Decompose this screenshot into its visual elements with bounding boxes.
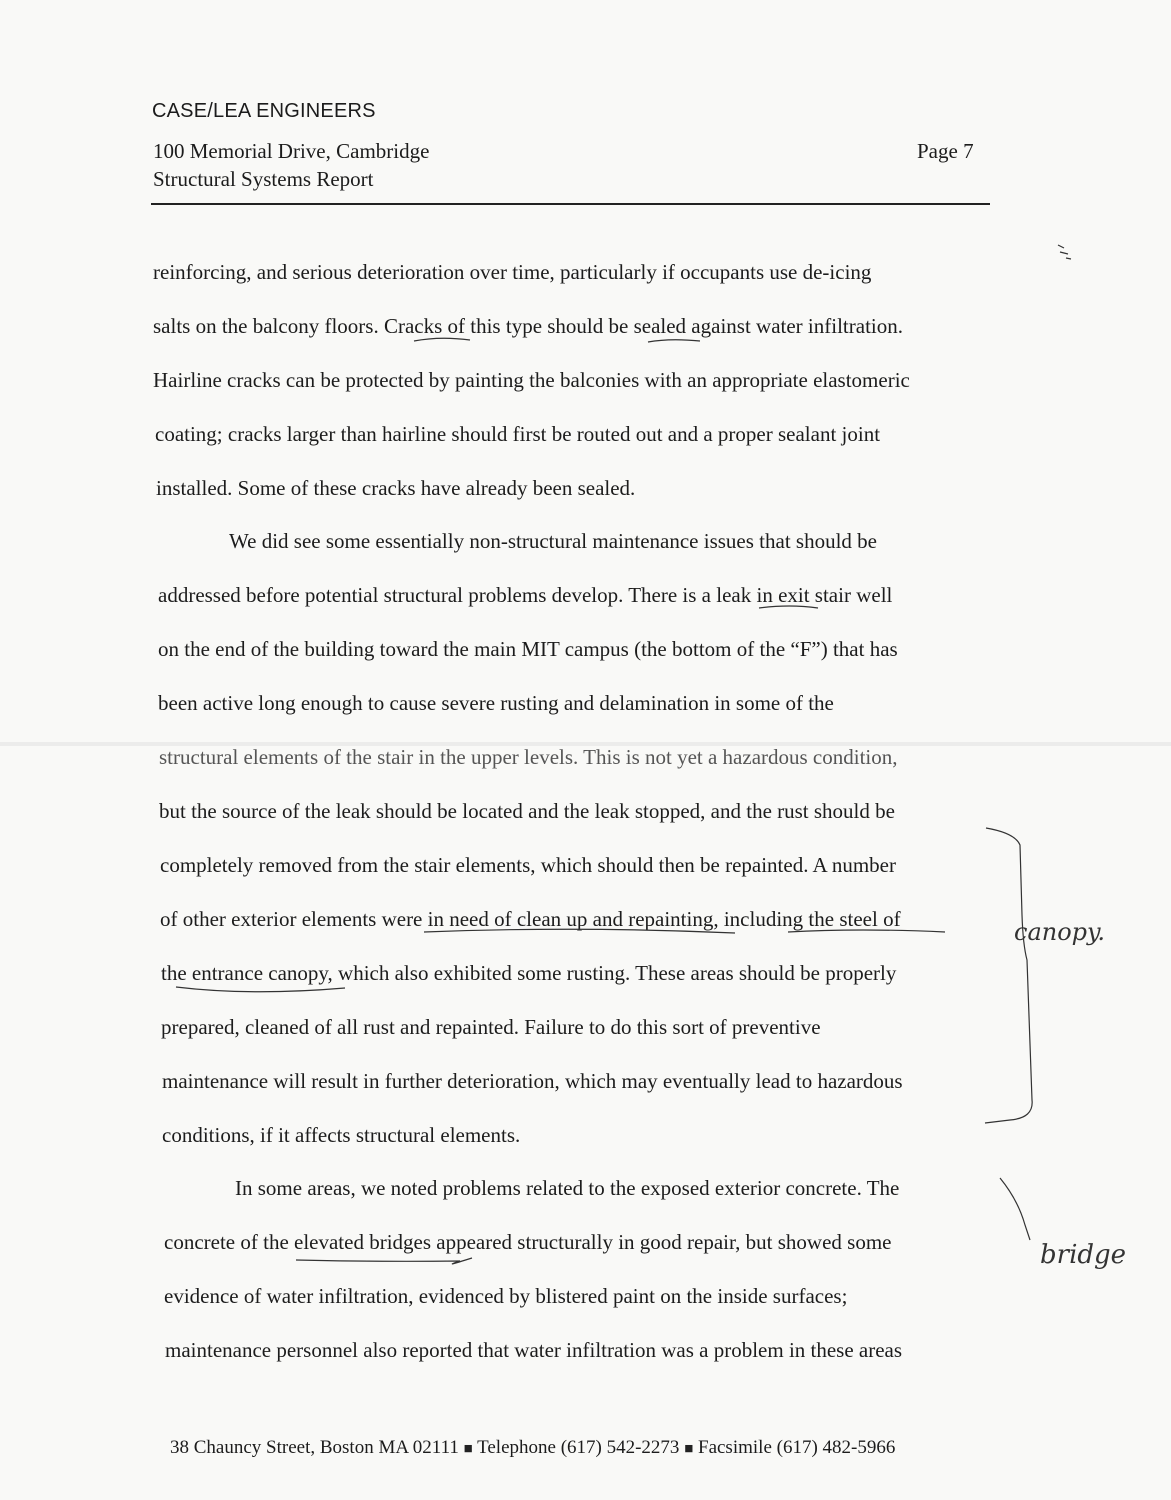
body-line: maintenance personnel also reported that water infiltration was a problem in these areas	[165, 1338, 903, 1362]
body-line: coating; cracks larger than hairline should first be routed out and a proper sealant joint	[155, 422, 881, 446]
footer	[170, 1437, 895, 1459]
body-line: evidence of water infiltration, evidenced by blistered paint on the inside surfaces;	[164, 1284, 848, 1308]
underline-including-steel	[788, 930, 945, 932]
underline-sealed	[648, 340, 700, 342]
bracket-canopy	[985, 828, 1032, 1123]
body-line: on the end of the building toward the main MIT campus (the bottom of the “F”) that has	[158, 637, 898, 661]
margin-note-canopy: canopy.	[1014, 918, 1106, 946]
margin-note-bridge: bridge	[1040, 1240, 1127, 1270]
body-line: been active long enough to cause severe rusting and delamination in some of the	[158, 691, 834, 715]
footer-separator: ■	[463, 1441, 473, 1457]
margin-marks	[1058, 245, 1071, 259]
footer-telephone: Telephone (617) 542-2273	[477, 1437, 680, 1458]
body-line: Hairline cracks can be protected by painting the balconies with an appropriate elastomeric	[153, 368, 910, 392]
body-line: maintenance will result in further deterioration, which may eventually lead to hazardous	[162, 1069, 903, 1093]
body-line: concrete of the elevated bridges appeared structurally in good repair, but showed some	[164, 1230, 892, 1254]
underline-cracks	[414, 338, 470, 341]
body-line: We did see some essentially non-structural maintenance issues that should be	[229, 529, 877, 553]
underline-elevated-bridges	[296, 1258, 472, 1264]
bracket-bridge	[1000, 1178, 1030, 1240]
body-line: the entrance canopy, which also exhibited some rusting. These areas should be properly	[161, 961, 897, 985]
body-line: but the source of the leak should be located and the leak stopped, and the rust should be	[159, 799, 895, 823]
body-line-faded: structural elements of the stair in the upper levels. This is not yet a hazardous condition,	[159, 745, 898, 769]
footer-address: 38 Chauncy Street, Boston MA 02111	[170, 1437, 459, 1458]
address-line: 100 Memorial Drive, Cambridge	[153, 139, 430, 163]
body-line: installed. Some of these cracks have already been sealed.	[156, 476, 636, 500]
body-line: prepared, cleaned of all rust and repainted. Failure to do this sort of preventive	[161, 1015, 821, 1039]
underline-clean-up	[424, 929, 735, 933]
body-line: completely removed from the stair elements, which should then be repainted. A number	[160, 853, 896, 877]
company-name: CASE/LEA ENGINEERS	[152, 100, 376, 122]
underline-entrance-canopy	[176, 987, 345, 992]
body-line: of other exterior elements were in need of clean up and repainting, including the steel of	[160, 907, 901, 931]
body-line: conditions, if it affects structural elements.	[162, 1123, 521, 1147]
footer-separator: ■	[684, 1441, 694, 1457]
body-line: reinforcing, and serious deterioration over time, particularly if occupants use de-icing	[153, 260, 872, 284]
page-number: Page 7	[917, 139, 974, 163]
underline-leak	[759, 606, 818, 608]
body-line: In some areas, we noted problems related to the exposed exterior concrete. The	[235, 1176, 900, 1200]
footer-facsimile: Facsimile (617) 482-5966	[698, 1437, 896, 1458]
report-title: Structural Systems Report	[153, 167, 374, 191]
body-line: addressed before potential structural problems develop. There is a leak in exit stair well	[158, 583, 893, 607]
body-line: salts on the balcony floors. Cracks of this type should be sealed against water infiltration.	[153, 314, 903, 338]
